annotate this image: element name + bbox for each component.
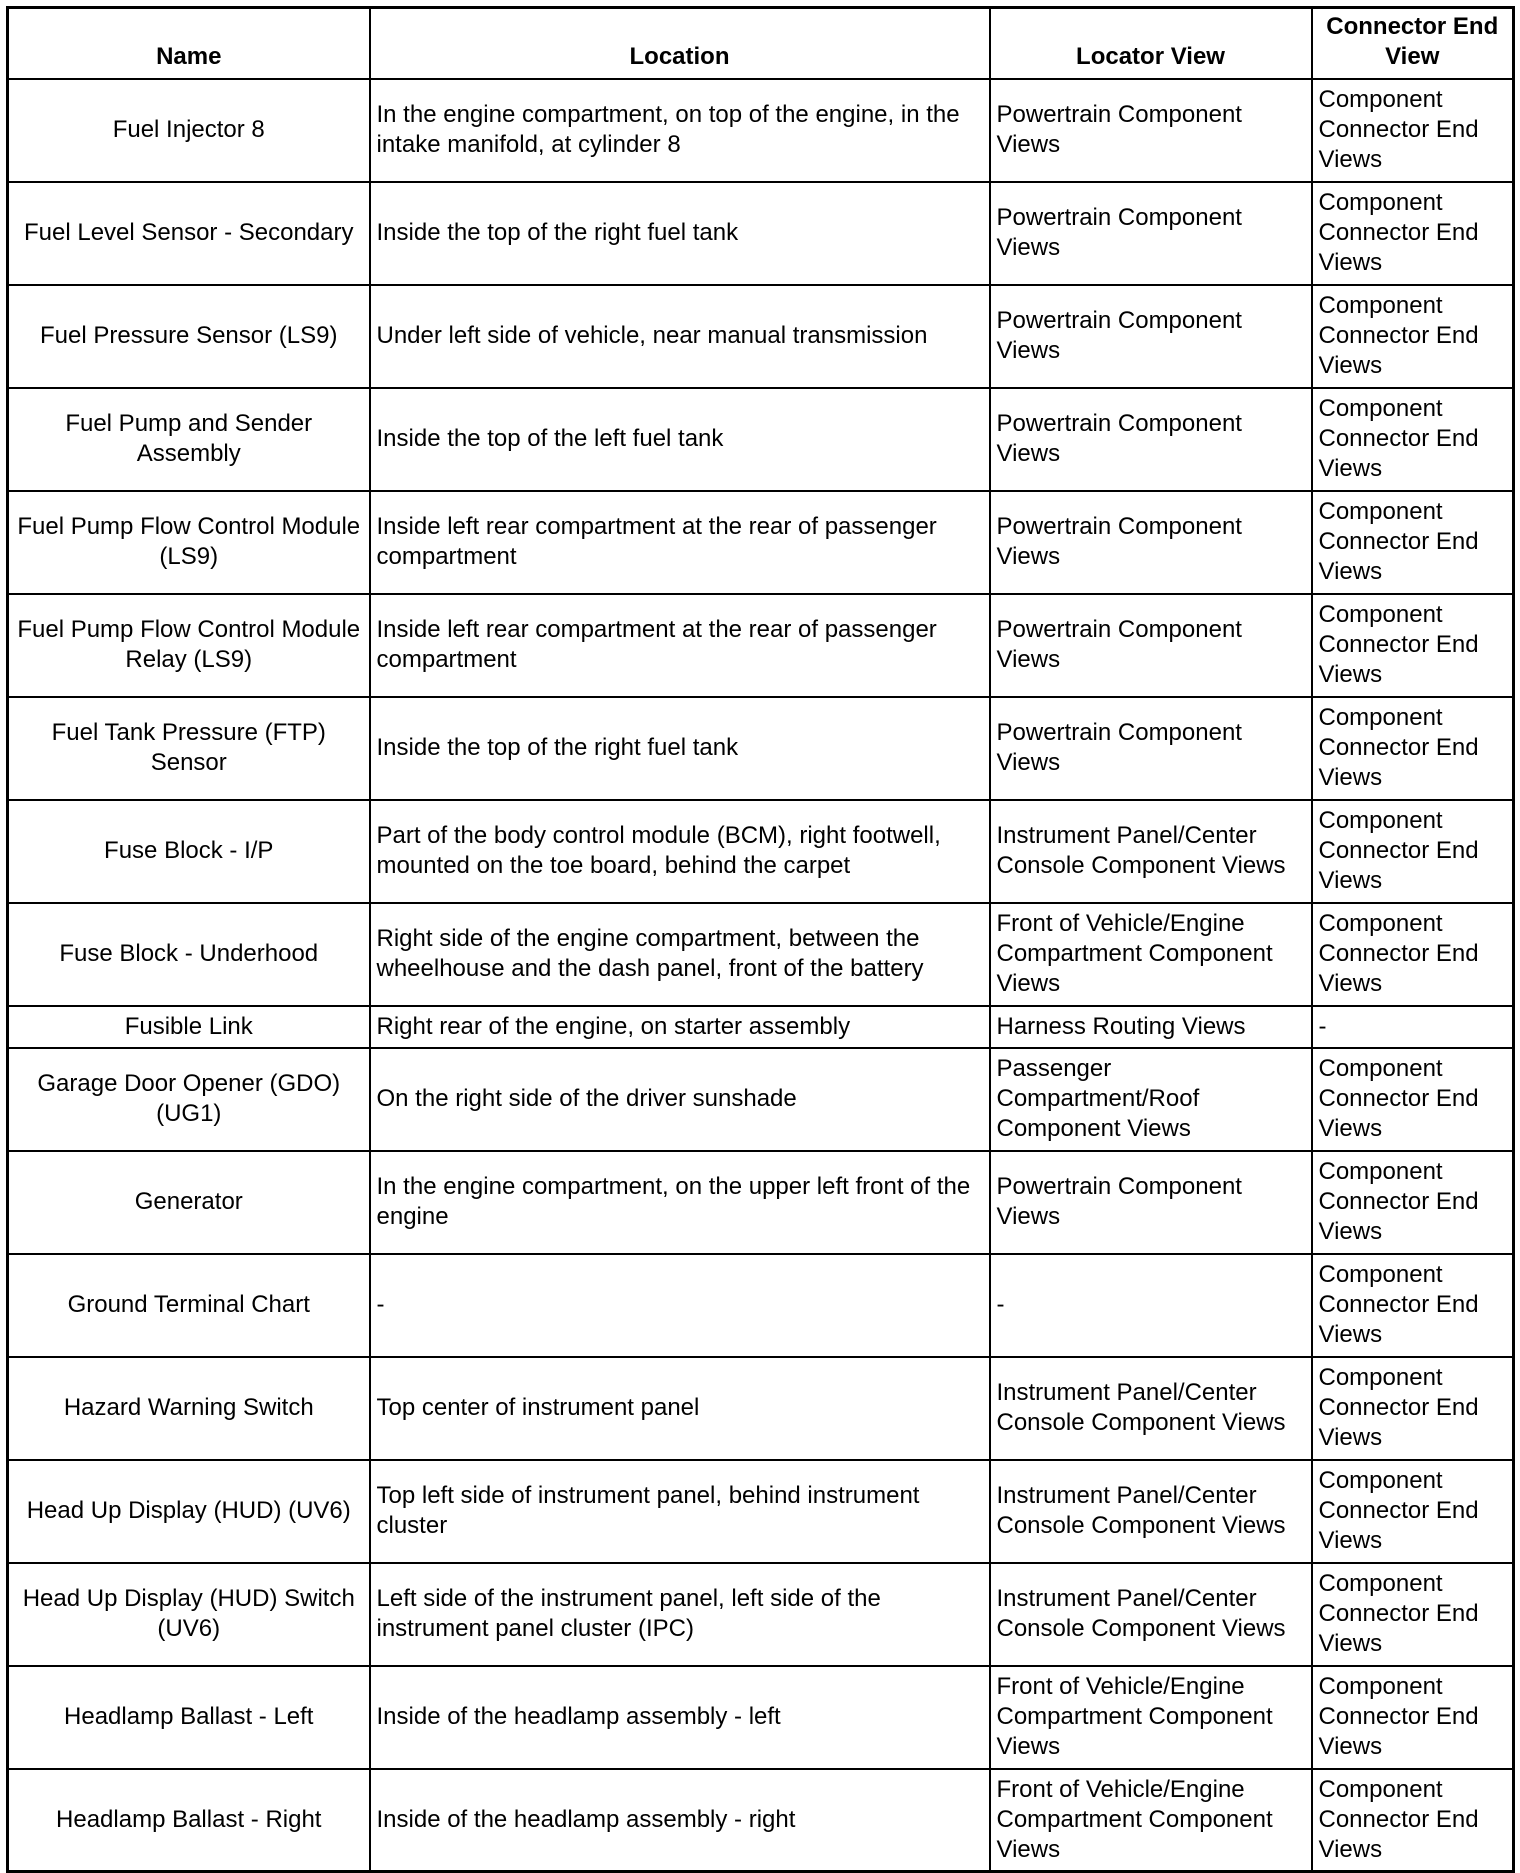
- table-row: [8, 1151, 1514, 1254]
- cell-locator-view: Powertrain Component Views: [990, 182, 1312, 285]
- cell-name: Hazard Warning Switch: [8, 1357, 370, 1460]
- cell-locator-view: Instrument Panel/Center Console Component Views: [990, 1357, 1312, 1460]
- table-row: [8, 1006, 1514, 1048]
- table-row: [8, 903, 1514, 1006]
- cell-location: Inside of the headlamp assembly - right: [370, 1769, 990, 1872]
- cell-connector-end-view: Component Connector End Views: [1312, 1048, 1514, 1151]
- cell-name: Ground Terminal Chart: [8, 1254, 370, 1357]
- header-connector-end-view: Connector End View: [1312, 8, 1514, 79]
- cell-connector-end-view: Component Connector End Views: [1312, 285, 1514, 388]
- table-row: [8, 1254, 1514, 1357]
- cell-name: Fuel Pump and Sender Assembly: [8, 388, 370, 491]
- cell-locator-view: Instrument Panel/Center Console Component Views: [990, 1460, 1312, 1563]
- cell-location: Right rear of the engine, on starter assembly: [370, 1006, 990, 1048]
- cell-connector-end-view: Component Connector End Views: [1312, 594, 1514, 697]
- cell-connector-end-view: Component Connector End Views: [1312, 697, 1514, 800]
- table-row: [8, 697, 1514, 800]
- cell-locator-view: Front of Vehicle/Engine Compartment Component Views: [990, 1769, 1312, 1872]
- cell-location: -: [370, 1254, 990, 1357]
- table-row: [8, 1563, 1514, 1666]
- table-row: [8, 285, 1514, 388]
- cell-connector-end-view: Component Connector End Views: [1312, 1666, 1514, 1769]
- component-locator-table-container: [6, 6, 1515, 1873]
- cell-location: Inside of the headlamp assembly - left: [370, 1666, 990, 1769]
- cell-connector-end-view: Component Connector End Views: [1312, 1769, 1514, 1872]
- header-name: Name: [8, 8, 370, 79]
- cell-location: Right side of the engine compartment, between the wheelhouse and the dash panel, front of the battery: [370, 903, 990, 1006]
- cell-name: Garage Door Opener (GDO) (UG1): [8, 1048, 370, 1151]
- cell-location: Top center of instrument panel: [370, 1357, 990, 1460]
- cell-location: Under left side of vehicle, near manual transmission: [370, 285, 990, 388]
- cell-locator-view: Passenger Compartment/Roof Component Views: [990, 1048, 1312, 1151]
- cell-location: Inside left rear compartment at the rear of passenger compartment: [370, 491, 990, 594]
- cell-connector-end-view: Component Connector End Views: [1312, 182, 1514, 285]
- cell-locator-view: Instrument Panel/Center Console Component Views: [990, 800, 1312, 903]
- cell-name: Fuel Pump Flow Control Module (LS9): [8, 491, 370, 594]
- cell-location: Inside left rear compartment at the rear of passenger compartment: [370, 594, 990, 697]
- cell-connector-end-view: Component Connector End Views: [1312, 1357, 1514, 1460]
- cell-location: Left side of the instrument panel, left side of the instrument panel cluster (IPC): [370, 1563, 990, 1666]
- cell-location: In the engine compartment, on the upper left front of the engine: [370, 1151, 990, 1254]
- cell-location: Inside the top of the right fuel tank: [370, 182, 990, 285]
- table-row: [8, 594, 1514, 697]
- cell-locator-view: Instrument Panel/Center Console Component Views: [990, 1563, 1312, 1666]
- cell-locator-view: Powertrain Component Views: [990, 388, 1312, 491]
- cell-location: In the engine compartment, on top of the engine, in the intake manifold, at cylinder 8: [370, 79, 990, 182]
- cell-locator-view: Powertrain Component Views: [990, 697, 1312, 800]
- table-row: [8, 79, 1514, 182]
- table-header-row: [8, 8, 1514, 79]
- table-row: [8, 1460, 1514, 1563]
- cell-connector-end-view: Component Connector End Views: [1312, 1563, 1514, 1666]
- cell-name: Fuel Injector 8: [8, 79, 370, 182]
- cell-locator-view: Powertrain Component Views: [990, 594, 1312, 697]
- cell-locator-view: Powertrain Component Views: [990, 1151, 1312, 1254]
- cell-connector-end-view: Component Connector End Views: [1312, 388, 1514, 491]
- cell-locator-view: -: [990, 1254, 1312, 1357]
- table-row: [8, 491, 1514, 594]
- cell-connector-end-view: Component Connector End Views: [1312, 79, 1514, 182]
- cell-name: Head Up Display (HUD) Switch (UV6): [8, 1563, 370, 1666]
- cell-location: Inside the top of the right fuel tank: [370, 697, 990, 800]
- cell-name: Head Up Display (HUD) (UV6): [8, 1460, 370, 1563]
- cell-name: Fuel Pump Flow Control Module Relay (LS9): [8, 594, 370, 697]
- component-locator-table: [6, 6, 1515, 1873]
- table-row: [8, 1769, 1514, 1872]
- cell-connector-end-view: Component Connector End Views: [1312, 1151, 1514, 1254]
- cell-connector-end-view: -: [1312, 1006, 1514, 1048]
- cell-name: Headlamp Ballast - Left: [8, 1666, 370, 1769]
- cell-name: Fuel Tank Pressure (FTP) Sensor: [8, 697, 370, 800]
- cell-locator-view: Powertrain Component Views: [990, 79, 1312, 182]
- cell-locator-view: Powertrain Component Views: [990, 491, 1312, 594]
- cell-locator-view: Harness Routing Views: [990, 1006, 1312, 1048]
- cell-location: On the right side of the driver sunshade: [370, 1048, 990, 1151]
- cell-connector-end-view: Component Connector End Views: [1312, 1254, 1514, 1357]
- cell-location: Top left side of instrument panel, behind instrument cluster: [370, 1460, 990, 1563]
- table-row: [8, 800, 1514, 903]
- header-location: Location: [370, 8, 990, 79]
- cell-location: Part of the body control module (BCM), right footwell, mounted on the toe board, behind the carpet: [370, 800, 990, 903]
- cell-locator-view: Front of Vehicle/Engine Compartment Component Views: [990, 903, 1312, 1006]
- cell-name: Fuse Block - Underhood: [8, 903, 370, 1006]
- cell-name: Fusible Link: [8, 1006, 370, 1048]
- cell-name: Fuel Level Sensor - Secondary: [8, 182, 370, 285]
- cell-connector-end-view: Component Connector End Views: [1312, 800, 1514, 903]
- cell-locator-view: Front of Vehicle/Engine Compartment Component Views: [990, 1666, 1312, 1769]
- table-row: [8, 1357, 1514, 1460]
- cell-name: Generator: [8, 1151, 370, 1254]
- table-row: [8, 1048, 1514, 1151]
- cell-connector-end-view: Component Connector End Views: [1312, 903, 1514, 1006]
- cell-connector-end-view: Component Connector End Views: [1312, 1460, 1514, 1563]
- cell-name: Fuse Block - I/P: [8, 800, 370, 903]
- table-row: [8, 1666, 1514, 1769]
- cell-locator-view: Powertrain Component Views: [990, 285, 1312, 388]
- header-locator-view: Locator View: [990, 8, 1312, 79]
- table-row: [8, 388, 1514, 491]
- cell-name: Fuel Pressure Sensor (LS9): [8, 285, 370, 388]
- cell-name: Headlamp Ballast - Right: [8, 1769, 370, 1872]
- cell-connector-end-view: Component Connector End Views: [1312, 491, 1514, 594]
- cell-location: Inside the top of the left fuel tank: [370, 388, 990, 491]
- table-row: [8, 182, 1514, 285]
